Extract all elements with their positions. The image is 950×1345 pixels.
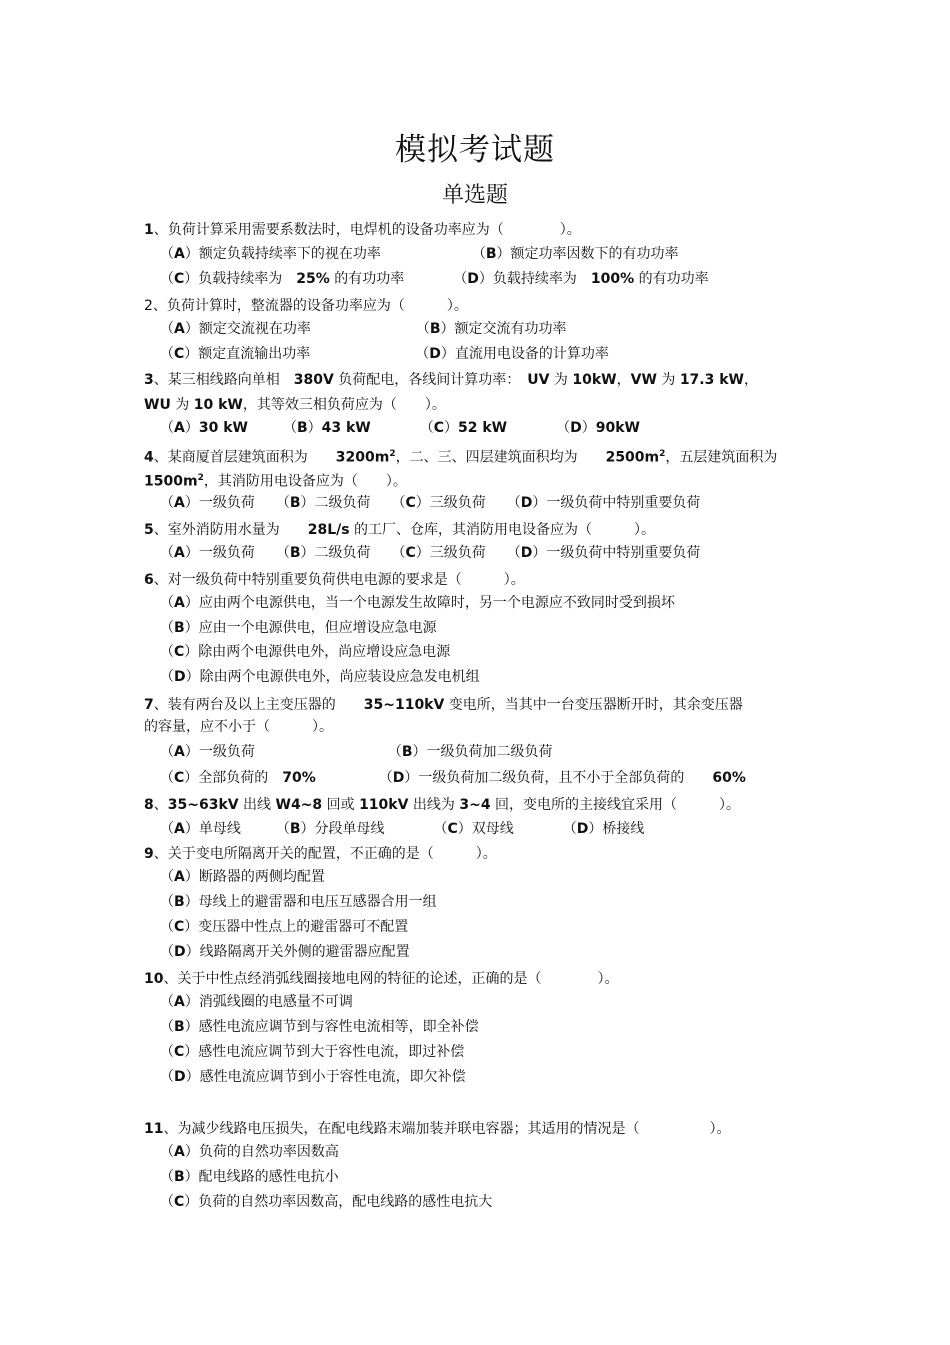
text-segment: ）感性电流应调节到小于容性电流，即欠补偿 xyxy=(185,1069,466,1085)
text-segment: 、 xyxy=(153,797,168,813)
text-segment: VW xyxy=(630,372,657,388)
text-segment: C xyxy=(447,821,458,837)
text-segment: （ xyxy=(247,420,297,436)
text-segment: 的容量，应不小于（ ）。 xyxy=(144,719,333,735)
text-segment: ） xyxy=(307,420,322,436)
text-segment: 出线为 xyxy=(408,797,460,813)
text-segment: （ xyxy=(160,1194,174,1210)
text-segment: ）一级负荷中特别重要负荷 xyxy=(532,545,701,561)
option-line xyxy=(160,667,480,687)
superscript: 2 xyxy=(659,449,666,459)
text-segment: （ xyxy=(310,321,430,337)
text-segment: C xyxy=(405,495,416,511)
text-segment: D xyxy=(570,420,582,436)
text-segment: ）桥接线 xyxy=(588,821,645,837)
text-segment: 9 xyxy=(144,846,154,862)
option-line xyxy=(160,1142,339,1162)
text-segment: 回，变电所的主接线宜采用（ ）。 xyxy=(490,797,741,813)
text-segment: 7 xyxy=(144,697,154,713)
text-segment: （ xyxy=(160,495,174,511)
text-segment: 的工厂、仓库，其消防用电设备应为（ ）。 xyxy=(349,522,656,538)
text-segment: （ xyxy=(160,894,174,910)
option-line xyxy=(160,819,644,839)
text-segment: （ xyxy=(160,1069,174,1085)
option-line xyxy=(160,867,325,887)
text-segment: B xyxy=(401,744,413,760)
text-segment: A xyxy=(174,321,185,337)
text-segment: 、负荷计算采用需要系数法时，电焊机的设备功率应为（ ）。 xyxy=(153,222,581,238)
text-segment: ） xyxy=(184,420,199,436)
text-segment: 10kW xyxy=(572,372,617,388)
text-segment: D xyxy=(576,821,589,837)
text-segment: 10 kW xyxy=(193,397,243,413)
text-segment: A xyxy=(174,420,185,436)
option-line xyxy=(160,942,410,962)
text-segment: （ xyxy=(404,271,468,287)
text-segment: D xyxy=(174,669,186,685)
text-segment: 10 xyxy=(144,971,164,987)
text-segment: 1500m xyxy=(144,473,198,490)
text-segment: A xyxy=(174,1144,185,1160)
text-segment: 35~110kV xyxy=(363,697,445,713)
text-segment: （ xyxy=(160,994,174,1010)
text-segment: 100% xyxy=(590,271,635,287)
question-text xyxy=(144,395,446,415)
text-segment: ）全部负荷的 xyxy=(184,770,283,786)
text-segment: C xyxy=(174,1194,185,1210)
text-segment: （ xyxy=(507,420,571,436)
text-segment: B xyxy=(485,246,497,262)
option-line xyxy=(160,618,437,638)
text-segment: 25% xyxy=(296,271,330,287)
text-segment: 、为减少线路电压损失，在配电线路末端加装并联电容器；其适用的情况是（ ）。 xyxy=(163,1121,731,1137)
text-segment: 90kW xyxy=(595,420,640,436)
text-segment: ）除由两个电源供电外，尚应装设应急发电机组 xyxy=(185,669,480,685)
text-segment: ）感性电流应调节到与容性电流相等，即全补偿 xyxy=(184,1019,479,1035)
text-segment: 、对一级负荷中特别重要负荷供电电源的要求是（ ）。 xyxy=(153,572,525,588)
text-segment: ， xyxy=(743,372,758,388)
option-line xyxy=(160,1192,492,1212)
text-segment: （ xyxy=(160,744,174,760)
text-segment: （ xyxy=(160,246,174,262)
text-segment: B xyxy=(289,821,301,837)
text-segment: D xyxy=(392,770,405,786)
section-title: 单选题 xyxy=(441,183,508,208)
text-segment: 出线 xyxy=(238,797,276,813)
text-segment: 为 xyxy=(170,397,194,413)
text-segment: C xyxy=(174,644,185,660)
text-segment: A xyxy=(174,869,185,885)
text-segment: ）三级负荷 （ xyxy=(415,545,521,561)
text-segment: 、某三相线路向单相 xyxy=(153,372,294,388)
question-text xyxy=(144,1119,730,1139)
text-segment: （ xyxy=(160,919,174,935)
superscript: 2 xyxy=(389,449,396,459)
text-segment: ，二、三、四层建筑面积均为 xyxy=(395,449,606,466)
option-line xyxy=(160,768,746,788)
text-segment: 为 xyxy=(549,372,573,388)
option-line xyxy=(160,418,640,438)
text-segment: ）二级负荷 （ xyxy=(300,495,406,511)
option-line xyxy=(160,642,450,662)
text-segment: （ xyxy=(160,271,174,287)
text-segment: 3~4 xyxy=(459,797,491,813)
text-segment: ） xyxy=(581,420,596,436)
text-segment: （ xyxy=(160,821,174,837)
question-text xyxy=(144,220,581,240)
option-line xyxy=(160,1042,464,1062)
option-line xyxy=(160,917,408,937)
text-segment: ）感性电流应调节到大于容性电流，即过补偿 xyxy=(184,1044,465,1060)
text-segment: UV xyxy=(527,372,550,388)
text-segment: 4 xyxy=(144,449,154,466)
text-segment: 、关于变电所隔离开关的配置，不正确的是（ ）。 xyxy=(153,846,497,862)
text-segment: ）断路器的两侧均配置 xyxy=(184,869,325,885)
text-segment: 17.3 kW xyxy=(679,372,744,388)
text-segment: W4~8 xyxy=(275,797,323,813)
text-segment: B xyxy=(296,420,308,436)
text-segment: （ xyxy=(160,644,174,660)
text-segment: 1 xyxy=(144,222,154,238)
text-segment: （ xyxy=(160,944,174,960)
question-text xyxy=(144,695,743,715)
text-segment: 28L/s xyxy=(307,522,350,538)
option-line xyxy=(160,493,700,513)
text-segment: ，五层建筑面积为 xyxy=(665,449,778,466)
text-segment: ）应由两个电源供电，当一个电源发生故障时，另一个电源应不致同时受到损坏 xyxy=(184,595,675,611)
text-segment: 、装有两台及以上主变压器的 xyxy=(153,697,364,713)
text-segment: （ xyxy=(160,545,174,561)
text-segment: ，其消防用电设备应为（ ）。 xyxy=(203,473,407,490)
text-segment: ）额定直流输出功率 xyxy=(184,346,311,362)
text-segment: 、室外消防用水量为 xyxy=(153,522,308,538)
option-line xyxy=(160,1067,466,1087)
text-segment: ）直流用电设备的计算功率 xyxy=(440,346,609,362)
question-text xyxy=(144,444,777,468)
text-segment: 回或 xyxy=(322,797,360,813)
text-segment: ） xyxy=(444,420,459,436)
text-segment: 、某商厦首层建筑面积为 xyxy=(153,449,336,466)
text-segment: 110kV xyxy=(359,797,409,813)
text-segment: C xyxy=(174,770,185,786)
text-segment: 60% xyxy=(712,770,746,786)
text-segment: ）额定交流有功功率 xyxy=(440,321,567,337)
text-segment: ， xyxy=(616,372,631,388)
text-segment: 3200m xyxy=(335,449,390,466)
text-segment: 2500m xyxy=(605,449,660,466)
text-segment: （ xyxy=(160,1144,174,1160)
text-segment: 35~63kV xyxy=(167,797,239,813)
text-segment: ）双母线 （ xyxy=(457,821,577,837)
option-line xyxy=(160,742,553,762)
text-segment: （ xyxy=(160,869,174,885)
option-line xyxy=(160,244,679,264)
text-segment: ）除由两个电源供电外，尚应增设应急电源 xyxy=(184,644,451,660)
text-segment: WU xyxy=(144,397,171,413)
text-segment: ）负载持续率为 xyxy=(478,271,591,287)
text-segment: C xyxy=(174,1044,185,1060)
text-segment: 30 kW xyxy=(198,420,248,436)
text-segment: ）一级负荷 xyxy=(184,744,255,760)
question-text xyxy=(144,969,618,989)
text-segment: ）额定功率因数下的有功功率 xyxy=(496,246,679,262)
text-segment: 70% xyxy=(282,770,316,786)
text-segment: （ xyxy=(315,770,393,786)
text-segment: D xyxy=(174,944,186,960)
option-line xyxy=(160,269,709,289)
option-line xyxy=(160,319,567,339)
question-text xyxy=(144,468,407,492)
text-segment: A xyxy=(174,246,185,262)
question-text xyxy=(144,795,740,815)
text-segment: 的有功功率 xyxy=(329,271,405,287)
text-segment: ）配电线路的感性电抗小 xyxy=(184,1169,339,1185)
question-text xyxy=(144,717,333,737)
text-segment: 、关于中性点经消弧线圈接地电网的特征的论述，正确的是（ ）。 xyxy=(163,971,619,987)
text-segment: ）负荷的自然功率因数高 xyxy=(184,1144,339,1160)
text-segment: 6 xyxy=(144,572,154,588)
text-segment: （ xyxy=(160,620,174,636)
question-text xyxy=(144,844,497,864)
text-segment: ）单母线 （ xyxy=(184,821,290,837)
text-segment: ）线路隔离开关外侧的避雷器应配置 xyxy=(185,944,410,960)
text-segment: ）一级负荷加二级负荷，且不小于全部负荷的 xyxy=(404,770,713,786)
text-segment: 负荷配电，各线间计算功率： xyxy=(333,372,528,388)
question-text xyxy=(144,296,468,316)
text-segment: B xyxy=(174,1169,185,1185)
text-segment: （ xyxy=(160,346,174,362)
text-segment: ）三级负荷 （ xyxy=(415,495,521,511)
text-segment: ）额定负载持续率下的视在功率 xyxy=(184,246,381,262)
text-segment: ）一级负荷 （ xyxy=(184,545,290,561)
text-segment: D xyxy=(174,1069,186,1085)
text-segment: ）负荷的自然功率因数高，配电线路的感性电抗大 xyxy=(184,1194,493,1210)
text-segment: C xyxy=(405,545,416,561)
text-segment: A xyxy=(174,821,185,837)
text-segment: A xyxy=(174,595,185,611)
option-line xyxy=(160,992,353,1012)
text-segment: （ xyxy=(160,1169,174,1185)
text-segment: ）分段单母线 （ xyxy=(300,821,448,837)
text-segment: 52 kW xyxy=(458,420,508,436)
text-segment: 380V xyxy=(293,372,334,388)
text-segment: （ xyxy=(160,420,174,436)
text-segment: （ xyxy=(160,1019,174,1035)
question-text xyxy=(144,570,525,590)
text-segment: ，其等效三相负荷应为（ ）。 xyxy=(242,397,446,413)
text-segment: ）消弧线圈的电感量不可调 xyxy=(184,994,353,1010)
text-segment: ）一级负荷加二级负荷 xyxy=(412,744,553,760)
option-line xyxy=(160,344,609,364)
option-line xyxy=(160,1167,339,1187)
option-line xyxy=(160,593,675,613)
text-segment: B xyxy=(174,894,185,910)
text-segment: C xyxy=(174,346,185,362)
text-segment: D xyxy=(429,346,441,362)
text-segment: 8 xyxy=(144,797,154,813)
option-line xyxy=(160,1017,479,1037)
text-segment: C xyxy=(174,919,185,935)
text-segment: D xyxy=(520,495,533,511)
text-segment: A xyxy=(174,744,185,760)
text-segment: ）一级负荷中特别重要负荷 xyxy=(532,495,701,511)
page-title: 模拟考试题 xyxy=(395,132,555,168)
text-segment: 的有功功率 xyxy=(634,271,709,287)
text-segment: （ xyxy=(160,1044,174,1060)
text-segment: B xyxy=(174,620,185,636)
text-segment: B xyxy=(289,545,301,561)
text-segment: ）二级负荷 （ xyxy=(300,545,406,561)
text-segment: 11 xyxy=(144,1121,164,1137)
text-segment: ）母线上的避雷器和电压互感器合用一组 xyxy=(184,894,437,910)
text-segment: A xyxy=(174,994,185,1010)
text-segment: ）应由一个电源供电，但应增设应急电源 xyxy=(184,620,437,636)
text-segment: D xyxy=(520,545,533,561)
text-segment: （ xyxy=(160,321,174,337)
text-segment: （ xyxy=(160,669,174,685)
text-segment: ）负载持续率为 xyxy=(184,271,297,287)
text-segment: ）一级负荷 （ xyxy=(184,495,290,511)
option-line xyxy=(160,543,700,563)
text-segment: ）变压器中性点上的避雷器可不配置 xyxy=(184,919,409,935)
text-segment: 5 xyxy=(144,522,154,538)
text-segment: B xyxy=(289,495,301,511)
text-segment: （ xyxy=(160,595,174,611)
text-segment: B xyxy=(429,321,441,337)
text-segment: 43 kW xyxy=(321,420,371,436)
question-text xyxy=(144,370,758,390)
text-segment: C xyxy=(433,420,445,436)
text-segment: 3 xyxy=(144,372,154,388)
text-segment: C xyxy=(174,271,185,287)
text-segment: （ xyxy=(380,246,486,262)
text-segment: （ xyxy=(254,744,402,760)
text-segment: A xyxy=(174,545,185,561)
text-segment: 2、负荷计算时，整流器的设备功率应为（ ）。 xyxy=(144,298,468,314)
text-segment: 为 xyxy=(656,372,680,388)
text-segment: B xyxy=(174,1019,185,1035)
text-segment: A xyxy=(174,495,185,511)
text-segment: （ xyxy=(160,770,174,786)
question-text xyxy=(144,520,655,540)
option-line xyxy=(160,892,437,912)
text-segment: 变电所，当其中一台变压器断开时，其余变压器 xyxy=(444,697,743,713)
text-segment: D xyxy=(467,271,479,287)
text-segment: （ xyxy=(310,346,430,362)
text-segment: ）额定交流视在功率 xyxy=(184,321,311,337)
superscript: 2 xyxy=(197,473,204,483)
text-segment: （ xyxy=(370,420,434,436)
